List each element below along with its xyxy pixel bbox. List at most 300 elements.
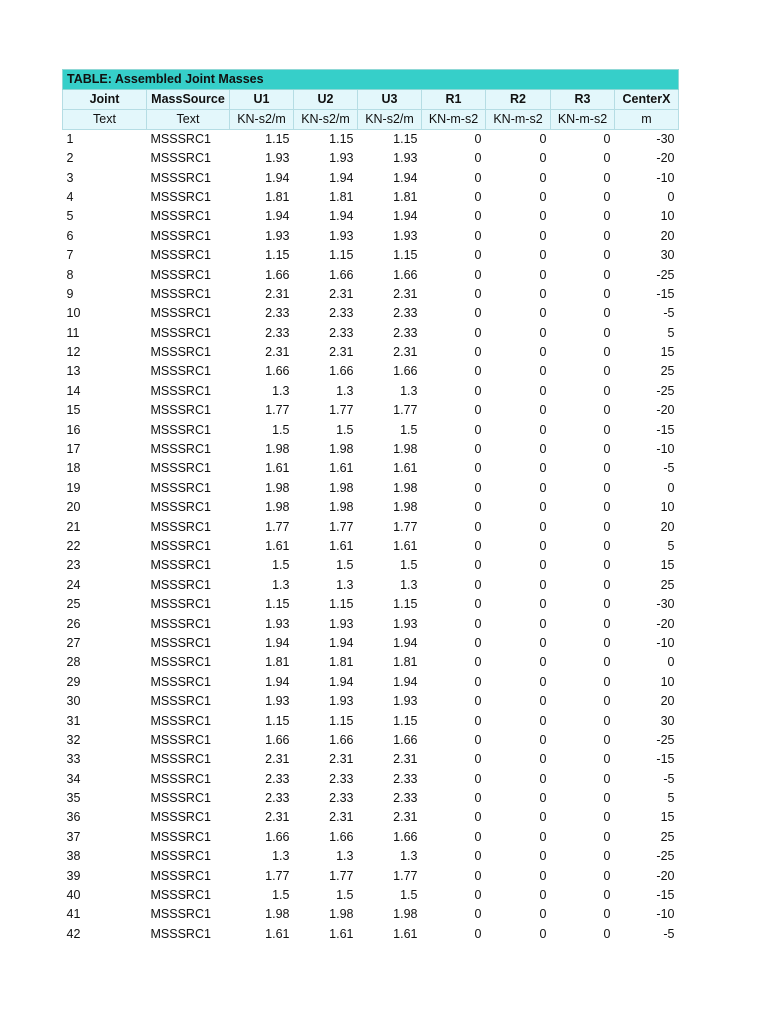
table-cell: 1.94	[265, 170, 290, 185]
table-cell: 0	[474, 597, 482, 612]
table-cell: 1.81	[329, 655, 354, 670]
table-cell: 2.33	[265, 325, 290, 340]
table-cell: 1.93	[393, 694, 418, 709]
table-row	[63, 304, 679, 323]
table-cell: -25	[656, 732, 675, 747]
table-cell: -10	[656, 635, 675, 650]
assembled-joint-masses-table	[62, 69, 679, 944]
table-cell: 24	[66, 577, 81, 592]
table-cell: 15	[66, 403, 81, 418]
table-cell: 30	[660, 713, 675, 728]
table-cell: 0	[667, 655, 675, 670]
table-cell: 1.66	[265, 364, 290, 379]
table-cell: 1.61	[329, 926, 354, 941]
table-cell: MSSSRC1	[150, 519, 211, 534]
table-cell: 0	[603, 422, 611, 437]
table-cell: 0	[603, 442, 611, 457]
table-cell: 1.66	[393, 267, 418, 282]
table-cell: 1.3	[400, 383, 418, 398]
table-row	[63, 905, 679, 924]
table-cell: -10	[656, 170, 675, 185]
table-cell: 1.94	[329, 209, 354, 224]
table-cell: 0	[474, 170, 482, 185]
table-cell: 2.33	[329, 325, 354, 340]
table-row	[63, 614, 679, 633]
table-cell: 16	[66, 422, 81, 437]
table-row	[63, 673, 679, 692]
table-cell: 1.94	[265, 674, 290, 689]
table-cell: 0	[474, 422, 482, 437]
table-cell: 0	[539, 752, 547, 767]
table-cell: 2.33	[265, 771, 290, 786]
column-unit: m	[615, 110, 679, 130]
table-cell: 0	[539, 771, 547, 786]
column-unit: KN-m-s2	[486, 110, 551, 130]
table-cell: 0	[474, 442, 482, 457]
table-cell: 0	[474, 403, 482, 418]
table-cell: 30	[66, 694, 81, 709]
table-cell: 0	[474, 888, 482, 903]
table-cell: 1.93	[393, 151, 418, 166]
table-cell: 5	[667, 325, 675, 340]
table-cell: 0	[474, 189, 482, 204]
table-cell: 0	[603, 558, 611, 573]
table-cell: 21	[66, 519, 81, 534]
table-cell: 0	[603, 325, 611, 340]
table-cell: 15	[660, 810, 675, 825]
table-cell: 3	[66, 170, 74, 185]
table-cell: 2.31	[393, 345, 418, 360]
table-title: TABLE: Assembled Joint Masses	[63, 70, 679, 90]
table-cell: 41	[66, 907, 81, 922]
table-cell: 0	[474, 383, 482, 398]
column-header: R2	[486, 90, 551, 110]
table-cell: 0	[474, 519, 482, 534]
table-cell: 2.31	[265, 752, 290, 767]
table-cell: -5	[663, 306, 675, 321]
table-cell: -15	[656, 752, 675, 767]
table-cell: 20	[660, 519, 675, 534]
table-cell: 1.66	[393, 732, 418, 747]
table-row	[63, 285, 679, 304]
table-cell: 1.93	[265, 228, 290, 243]
table-cell: 1.5	[400, 888, 418, 903]
table-cell: 0	[474, 674, 482, 689]
table-cell: 1.98	[265, 500, 290, 515]
table-cell: 2.31	[329, 286, 354, 301]
table-cell: 2.31	[393, 286, 418, 301]
table-cell: 0	[474, 248, 482, 263]
table-cell: 0	[474, 829, 482, 844]
column-header: U1	[230, 90, 294, 110]
table-cell: 0	[603, 345, 611, 360]
table-cell: 1.81	[265, 189, 290, 204]
table-cell: 1.15	[329, 132, 354, 146]
table-cell: 2.31	[329, 810, 354, 825]
table-cell: 1.66	[329, 732, 354, 747]
table-cell: 1.3	[272, 849, 290, 864]
table-cell: MSSSRC1	[150, 364, 211, 379]
table-cell: -5	[663, 461, 675, 476]
table-cell: 1.98	[329, 907, 354, 922]
table-cell: 8	[66, 267, 74, 282]
table-row	[63, 770, 679, 789]
table-cell: 2.33	[393, 771, 418, 786]
table-cell: 0	[603, 267, 611, 282]
table-cell: 10	[660, 674, 675, 689]
table-cell: 0	[474, 849, 482, 864]
table-cell: 0	[474, 364, 482, 379]
table-cell: 1.77	[329, 519, 354, 534]
units-row	[63, 110, 679, 130]
table-row	[63, 324, 679, 343]
table-cell: 0	[474, 228, 482, 243]
table-cell: 0	[474, 926, 482, 941]
table-cell: 0	[667, 189, 675, 204]
table-row	[63, 828, 679, 847]
table-cell: MSSSRC1	[150, 732, 211, 747]
table-cell: 0	[603, 907, 611, 922]
table-row	[63, 692, 679, 711]
table-cell: 2.31	[265, 810, 290, 825]
table-cell: 0	[603, 655, 611, 670]
table-cell: 0	[603, 500, 611, 515]
table-cell: 0	[603, 694, 611, 709]
table-cell: 25	[660, 577, 675, 592]
table-cell: 0	[539, 403, 547, 418]
table-cell: 0	[539, 248, 547, 263]
table-cell: 0	[474, 286, 482, 301]
table-cell: 1.5	[272, 558, 290, 573]
table-cell: 38	[66, 849, 81, 864]
table-cell: 0	[539, 558, 547, 573]
table-cell: 0	[474, 558, 482, 573]
table-cell: -25	[656, 849, 675, 864]
table-cell: MSSSRC1	[150, 868, 211, 883]
column-unit: Text	[147, 110, 230, 130]
table-cell: -15	[656, 422, 675, 437]
table-cell: -15	[656, 888, 675, 903]
table-cell: 1.98	[329, 442, 354, 457]
table-cell: 0	[603, 519, 611, 534]
table-cell: MSSSRC1	[150, 209, 211, 224]
table-cell: 0	[539, 616, 547, 631]
column-header: U3	[358, 90, 422, 110]
table-cell: 1.77	[265, 868, 290, 883]
table-cell: 0	[539, 209, 547, 224]
table-cell: -20	[656, 403, 675, 418]
table-cell: 2.33	[265, 791, 290, 806]
table-cell: 10	[660, 500, 675, 515]
table-cell: 0	[603, 771, 611, 786]
table-cell: 1.61	[393, 539, 418, 553]
table-row	[63, 556, 679, 575]
table-cell: 1.66	[393, 829, 418, 844]
table-cell: 9	[66, 286, 74, 301]
table-cell: 2.31	[329, 345, 354, 360]
table-cell: 10	[66, 306, 81, 321]
table-cell: 0	[474, 500, 482, 515]
table-cell: 0	[539, 442, 547, 457]
table-cell: 1.15	[265, 132, 290, 146]
table-cell: 1.15	[329, 248, 354, 263]
table-cell: 2.31	[265, 345, 290, 360]
table-row	[63, 789, 679, 808]
table-cell: -5	[663, 926, 675, 941]
table-cell: 1.81	[393, 189, 418, 204]
table-title-row	[63, 70, 679, 90]
table-row	[63, 517, 679, 536]
table-cell: -20	[656, 616, 675, 631]
table-cell: MSSSRC1	[150, 752, 211, 767]
table-cell: 1.3	[272, 577, 290, 592]
table-cell: 2.31	[265, 286, 290, 301]
table-cell: 1.93	[329, 616, 354, 631]
table-cell: 1.61	[393, 461, 418, 476]
table-cell: 1.94	[329, 674, 354, 689]
table-cell: 1.94	[393, 635, 418, 650]
column-unit: KN-s2/m	[358, 110, 422, 130]
table-cell: 1.15	[265, 248, 290, 263]
table-cell: 0	[539, 849, 547, 864]
table-cell: 30	[660, 248, 675, 263]
table-cell: 1.77	[265, 403, 290, 418]
table-row	[63, 265, 679, 284]
table-row	[63, 847, 679, 866]
table-cell: MSSSRC1	[150, 132, 211, 146]
table-cell: 20	[660, 228, 675, 243]
table-cell: MSSSRC1	[150, 345, 211, 360]
table-cell: 2.33	[393, 791, 418, 806]
table-cell: 0	[539, 539, 547, 553]
table-row	[63, 130, 679, 150]
table-cell: 2.33	[393, 325, 418, 340]
table-cell: 0	[474, 616, 482, 631]
table-cell: 6	[66, 228, 74, 243]
column-unit: KN-m-s2	[551, 110, 615, 130]
table-cell: 1.3	[272, 383, 290, 398]
table-cell: 22	[66, 539, 81, 553]
table-cell: 0	[603, 403, 611, 418]
table-cell: 0	[539, 868, 547, 883]
table-cell: 1.61	[393, 926, 418, 941]
table-cell: MSSSRC1	[150, 442, 211, 457]
table-cell: 0	[474, 267, 482, 282]
table-cell: 0	[474, 732, 482, 747]
table-cell: 0	[603, 170, 611, 185]
table-cell: 1.93	[393, 616, 418, 631]
table-cell: 2.33	[393, 306, 418, 321]
table-cell: MSSSRC1	[150, 713, 211, 728]
table-cell: 0	[603, 926, 611, 941]
table-cell: 1.61	[329, 539, 354, 553]
table-cell: MSSSRC1	[150, 539, 211, 553]
table-cell: 39	[66, 868, 81, 883]
table-cell: MSSSRC1	[150, 189, 211, 204]
table-cell: 0	[603, 151, 611, 166]
table-cell: 0	[603, 752, 611, 767]
table-cell: 1.3	[336, 849, 354, 864]
table-cell: 0	[603, 616, 611, 631]
table-cell: 0	[539, 422, 547, 437]
column-unit: KN-s2/m	[230, 110, 294, 130]
table-cell: 0	[603, 674, 611, 689]
table-cell: 0	[539, 151, 547, 166]
table-cell: 0	[474, 461, 482, 476]
table-cell: -15	[656, 286, 675, 301]
table-cell: 0	[603, 539, 611, 553]
table-cell: 1.61	[265, 461, 290, 476]
table-cell: 11	[66, 325, 80, 340]
table-cell: 34	[66, 771, 81, 786]
table-cell: 0	[539, 655, 547, 670]
table-cell: 0	[539, 228, 547, 243]
table-cell: 1.15	[265, 597, 290, 612]
table-cell: 10	[660, 209, 675, 224]
table-cell: 0	[474, 810, 482, 825]
table-cell: 35	[66, 791, 81, 806]
table-cell: MSSSRC1	[150, 597, 211, 612]
table-cell: 0	[474, 868, 482, 883]
table-cell: 0	[474, 694, 482, 709]
table-cell: MSSSRC1	[150, 829, 211, 844]
table-cell: 12	[66, 345, 81, 360]
table-cell: 0	[539, 345, 547, 360]
table-cell: 1.5	[336, 558, 354, 573]
table-cell: 0	[603, 209, 611, 224]
table-cell: -30	[656, 597, 675, 612]
table-cell: 1.77	[393, 519, 418, 534]
table-cell: 0	[474, 325, 482, 340]
table-cell: 1.66	[393, 364, 418, 379]
table-cell: 0	[539, 132, 547, 146]
table-cell: 0	[539, 694, 547, 709]
column-header: Joint	[63, 90, 147, 110]
table-cell: 0	[603, 306, 611, 321]
table-cell: 42	[66, 926, 81, 941]
table-cell: 0	[539, 364, 547, 379]
table-cell: 1.77	[393, 868, 418, 883]
table-cell: 25	[660, 364, 675, 379]
table-cell: 1.77	[393, 403, 418, 418]
table-cell: 1.5	[400, 422, 418, 437]
table-cell: 40	[66, 888, 81, 903]
table-cell: 1.94	[265, 635, 290, 650]
table-cell: 5	[667, 539, 675, 553]
table-row	[63, 808, 679, 827]
table-cell: -5	[663, 771, 675, 786]
table-cell: 1.15	[393, 597, 418, 612]
table-cell: 15	[660, 345, 675, 360]
table-row	[63, 866, 679, 885]
table-cell: 1.93	[329, 228, 354, 243]
table-cell: 1.15	[329, 597, 354, 612]
table-cell: 14	[66, 383, 81, 398]
table-cell: MSSSRC1	[150, 383, 211, 398]
table-cell: -10	[656, 907, 675, 922]
table-cell: 0	[539, 674, 547, 689]
table-cell: 0	[474, 132, 482, 146]
column-unit: KN-m-s2	[422, 110, 486, 130]
table-cell: 0	[474, 209, 482, 224]
table-row	[63, 149, 679, 168]
table-cell: 1.93	[393, 228, 418, 243]
table-cell: MSSSRC1	[150, 791, 211, 806]
table-cell: 4	[66, 189, 74, 204]
table-cell: MSSSRC1	[150, 655, 211, 670]
table-cell: MSSSRC1	[150, 907, 211, 922]
table-cell: 1.93	[265, 151, 290, 166]
table-cell: 0	[603, 383, 611, 398]
table-cell: 1.15	[265, 713, 290, 728]
table-cell: 1.93	[329, 694, 354, 709]
table-row	[63, 750, 679, 769]
table-row	[63, 168, 679, 187]
table-cell: MSSSRC1	[150, 151, 211, 166]
table-row	[63, 731, 679, 750]
table-cell: 20	[660, 694, 675, 709]
table-row	[63, 227, 679, 246]
table-cell: 17	[66, 442, 81, 457]
table-cell: MSSSRC1	[150, 228, 211, 243]
table-cell: 0	[539, 519, 547, 534]
table-cell: 31	[66, 713, 81, 728]
table-row	[63, 537, 679, 556]
table-row	[63, 886, 679, 905]
table-cell: 1.3	[336, 577, 354, 592]
table-cell: 1.3	[336, 383, 354, 398]
table-cell: 1.66	[265, 267, 290, 282]
table-cell: 0	[539, 383, 547, 398]
table-cell: 0	[603, 248, 611, 263]
table-cell: MSSSRC1	[150, 325, 211, 340]
table-cell: 2.33	[329, 771, 354, 786]
table-cell: 1.15	[329, 713, 354, 728]
table-cell: 13	[66, 364, 81, 379]
table-cell: 0	[603, 480, 611, 495]
table-row	[63, 382, 679, 401]
column-unit: KN-s2/m	[294, 110, 358, 130]
table-cell: 1.3	[400, 577, 418, 592]
table-cell: 0	[474, 713, 482, 728]
table-cell: 0	[539, 888, 547, 903]
table-cell: 1.66	[265, 732, 290, 747]
table-row	[63, 479, 679, 498]
table-cell: 2	[66, 151, 74, 166]
table-cell: MSSSRC1	[150, 461, 211, 476]
table-cell: 1.15	[393, 248, 418, 263]
table-cell: MSSSRC1	[150, 248, 211, 263]
table-cell: MSSSRC1	[150, 635, 211, 650]
table-cell: 25	[66, 597, 81, 612]
table-cell: 1.81	[329, 189, 354, 204]
table-cell: 0	[539, 713, 547, 728]
table-row	[63, 634, 679, 653]
table-cell: -30	[656, 132, 675, 146]
table-cell: 1.98	[329, 500, 354, 515]
table-row	[63, 459, 679, 478]
table-cell: 0	[539, 170, 547, 185]
table-row	[63, 711, 679, 730]
table-cell: 0	[603, 732, 611, 747]
table-cell: 28	[66, 655, 81, 670]
table-cell: 0	[474, 539, 482, 553]
table-cell: 19	[66, 480, 81, 495]
table-cell: 1.93	[265, 616, 290, 631]
table-cell: 2.33	[329, 306, 354, 321]
table-cell: -10	[656, 442, 675, 457]
column-header: MassSource	[147, 90, 230, 110]
